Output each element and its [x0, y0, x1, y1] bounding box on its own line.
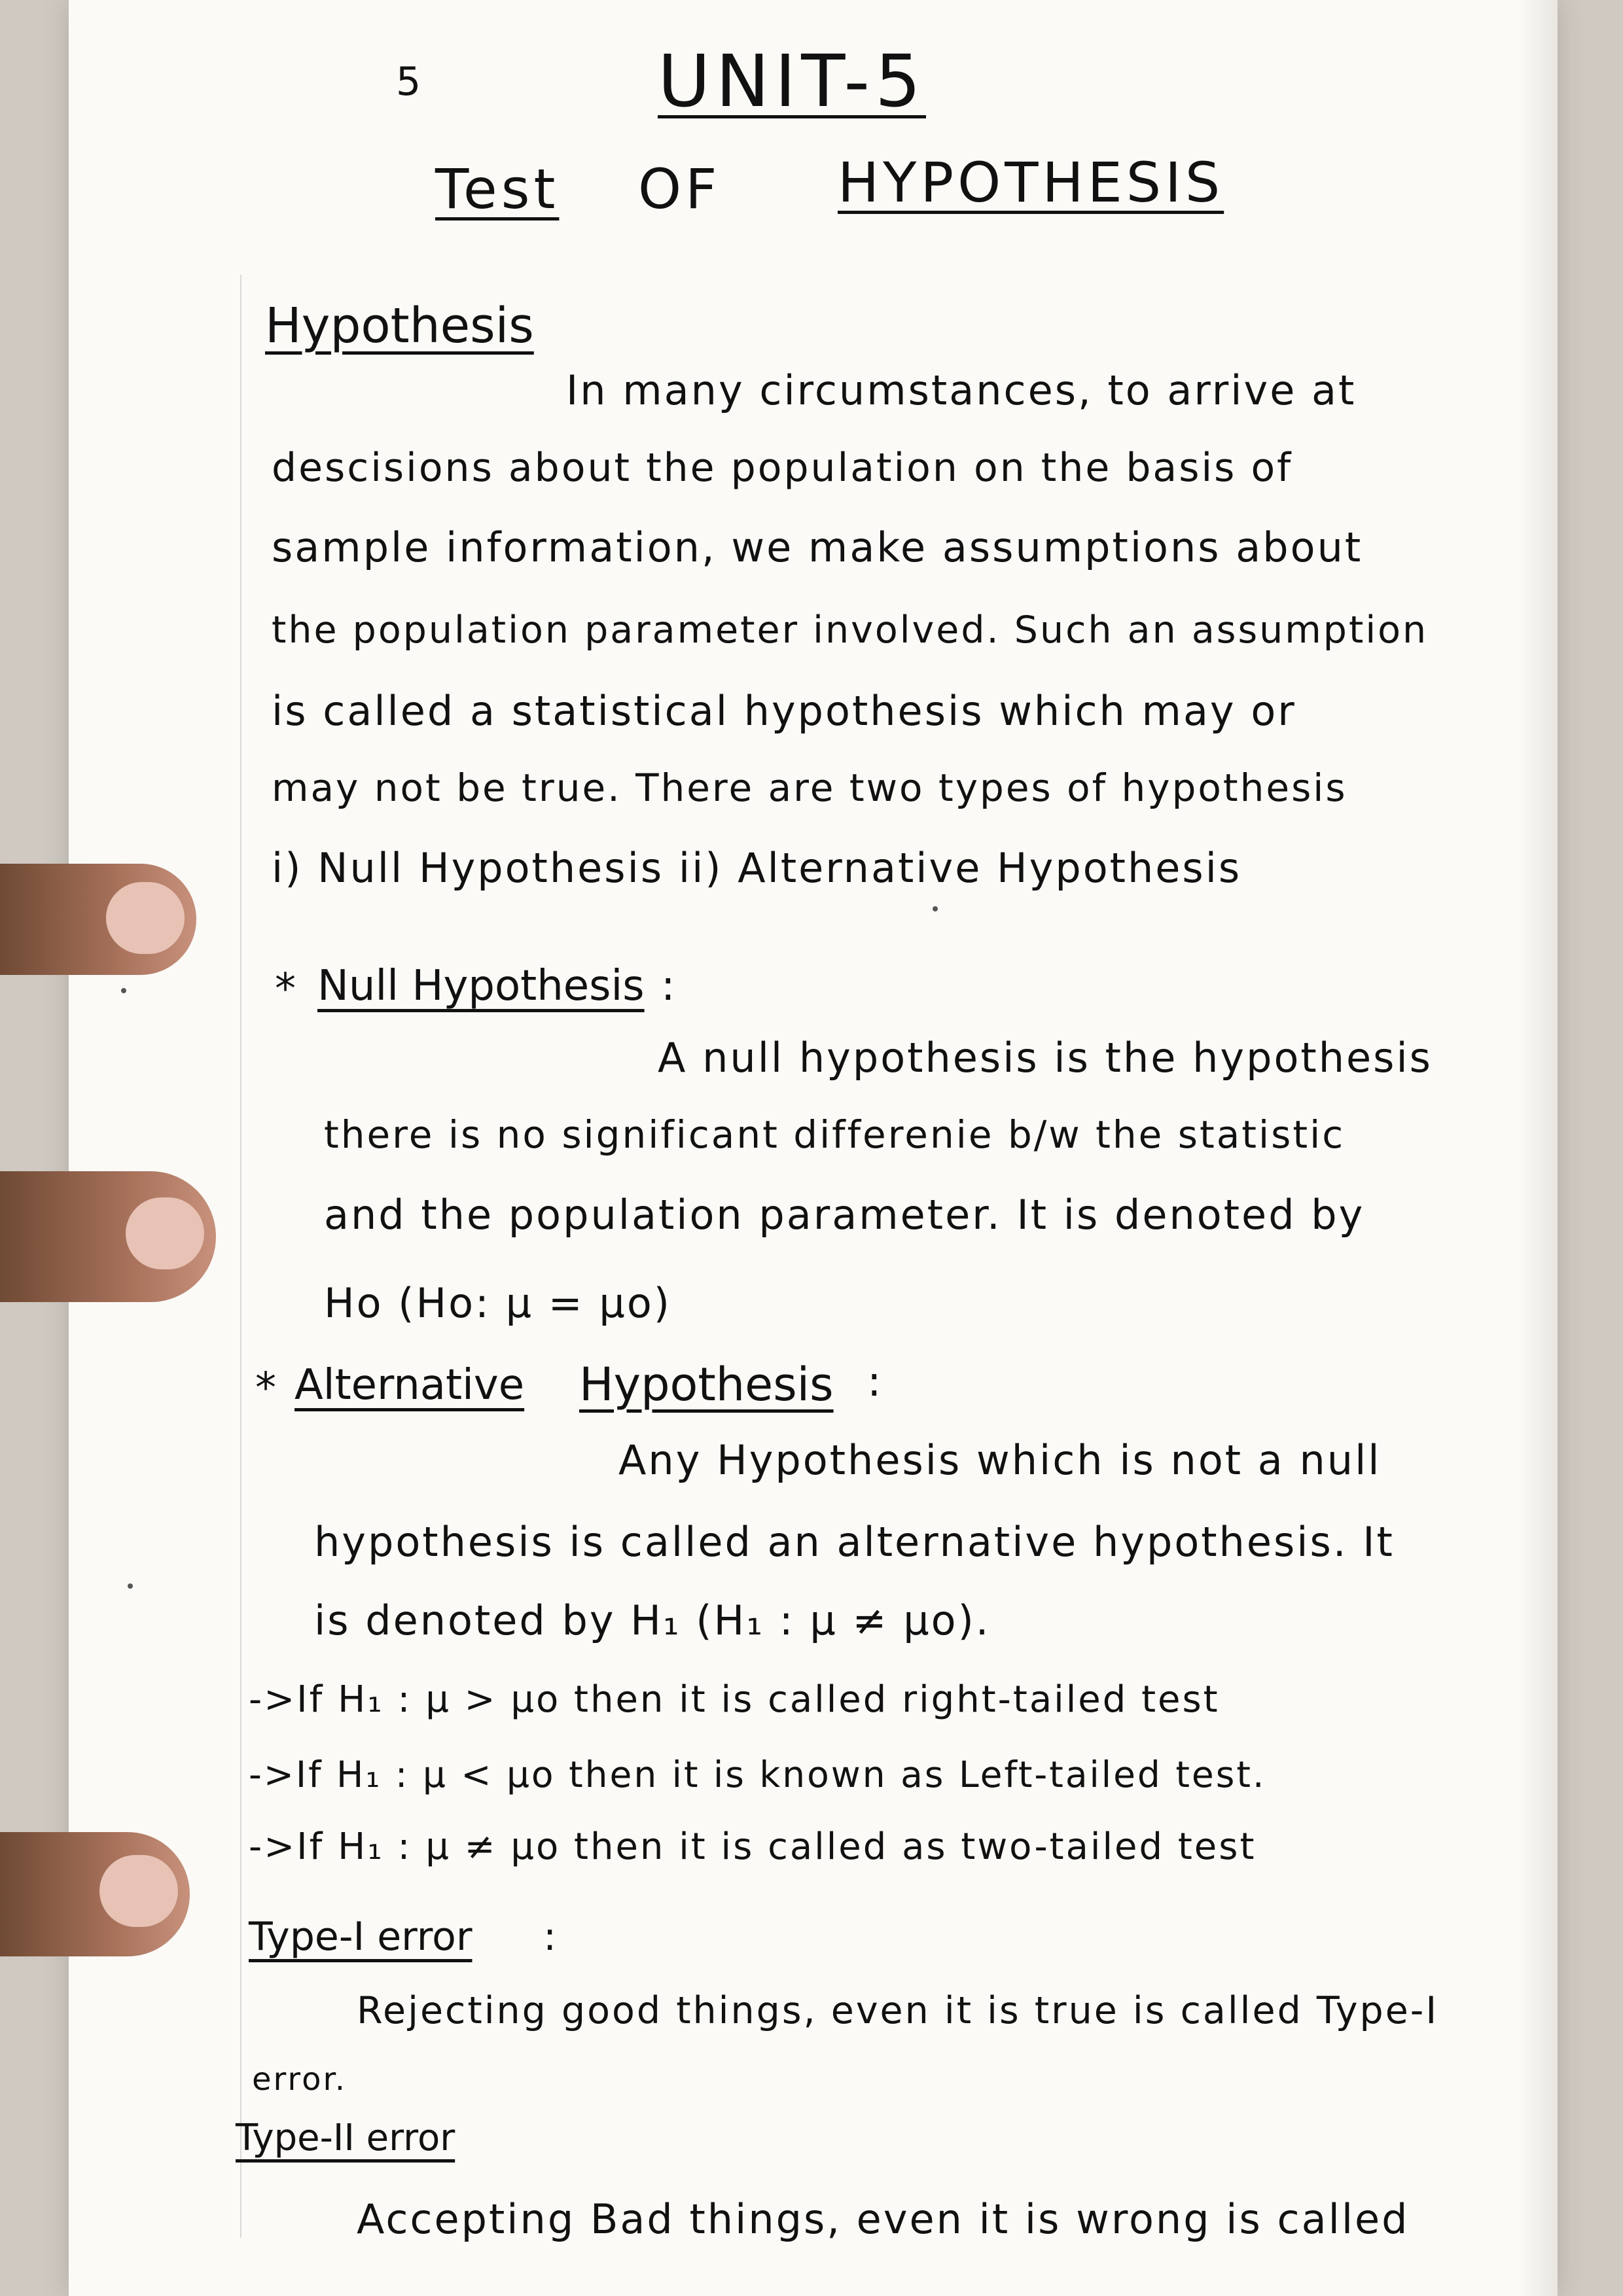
section-heading-hypothesis: Hypothesis [265, 298, 534, 354]
hypothesis-line: descisions about the population on the basis of [272, 445, 1293, 491]
hypothesis-line: is called a statistical hypothesis which may or [272, 687, 1296, 735]
type2-line: Accepting Bad things, even it is wrong is called [357, 2195, 1410, 2243]
notebook-page [69, 0, 1558, 2296]
alternative-hypothesis-line: Any Hypothesis which is not a null [618, 1436, 1382, 1484]
subtitle-word-of: OF [638, 157, 721, 221]
subtitle-word-test: Test [435, 157, 560, 221]
tail-test-line: ->If H₁ : μ ≠ μo then it is called as two-tailed test [249, 1826, 1257, 1868]
section-heading-null-hypothesis: Null Hypothesis [317, 962, 645, 1010]
page-edge [1518, 0, 1558, 2296]
alternative-hypothesis-line: is denoted by H₁ (H₁ : μ ≠ μo). [314, 1597, 991, 1644]
section-heading-alternative-hypothesis: Hypothesis [579, 1358, 834, 1411]
tail-test-line: ->If H₁ : μ > μo then it is called right-tailed test [249, 1678, 1220, 1721]
finger [0, 1832, 190, 1956]
alternative-hypothesis-line: hypothesis is called an alternative hypothesis. It [314, 1518, 1395, 1566]
heading-colon: : [867, 1358, 882, 1406]
section-heading-type2-error: Type-II error [236, 2117, 455, 2159]
heading-colon: : [543, 1914, 557, 1960]
tail-test-line: ->If H₁ : μ < μo then it is known as Left-tailed test. [249, 1754, 1266, 1795]
ink-dot [128, 1583, 133, 1589]
ink-dot [933, 906, 938, 911]
null-hypothesis-line: there is no significant differenie b/w the statistic [324, 1112, 1346, 1157]
hypothesis-line: In many circumstances, to arrive at [566, 366, 1357, 414]
section-heading-type1-error: Type-I error [249, 1914, 473, 1960]
hypothesis-line: sample information, we make assumptions about [272, 523, 1363, 571]
subtitle-word-hypothesis: HYPOTHESIS [838, 150, 1224, 215]
null-hypothesis-line: A null hypothesis is the hypothesis [658, 1034, 1433, 1082]
finger [0, 864, 196, 975]
margin-line [240, 275, 241, 2238]
null-hypothesis-formula: Ho (Ho: μ = μo) [324, 1279, 671, 1327]
finger [0, 1171, 216, 1302]
null-hypothesis-line: and the population parameter. It is denoted by [324, 1191, 1365, 1239]
page-mark: 5 [396, 59, 421, 105]
hypothesis-line: may not be true. There are two types of hypothesis [272, 766, 1347, 810]
bullet-star: * [255, 1364, 276, 1413]
unit-title: UNIT-5 [658, 39, 927, 123]
ink-dot [121, 988, 126, 993]
bullet-star: * [275, 965, 296, 1014]
hypothesis-types-line: i) Null Hypothesis ii) Alternative Hypothesis [272, 844, 1242, 892]
type1-line: error. [252, 2061, 348, 2098]
heading-colon: : [661, 962, 675, 1010]
hypothesis-line: the population parameter involved. Such an assumption [272, 609, 1429, 652]
type1-line: Rejecting good things, even it is true is called Type-I [357, 1989, 1439, 2032]
alternative-label: Alternative [294, 1361, 525, 1409]
